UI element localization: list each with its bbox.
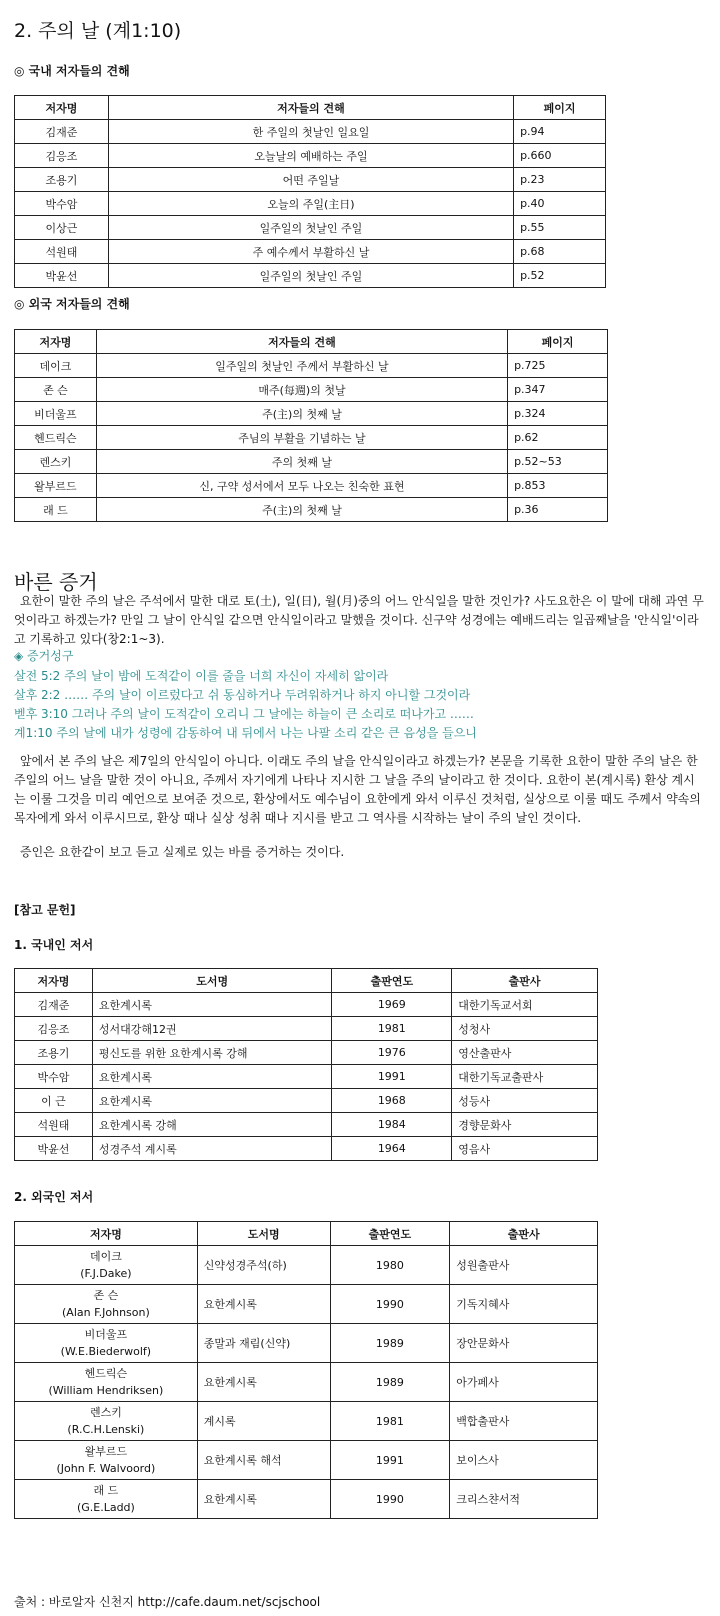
author-korean-name: 래 드 — [93, 1484, 119, 1497]
references-title: [참고 문헌] — [14, 903, 76, 917]
page-cell: p.36 — [508, 498, 608, 522]
header-page: 페이지 — [508, 330, 608, 354]
author-cell: 박수암 — [15, 1065, 93, 1089]
domestic-views-title: ◎ 국내 저자들의 견해 — [14, 64, 130, 78]
table-row — [15, 498, 608, 522]
table-header-row — [15, 1222, 598, 1246]
publisher-cell: 기독지혜사 — [450, 1285, 598, 1324]
author-korean-name: 왈부르드 — [84, 1445, 128, 1458]
author-cell: 김응조 — [15, 144, 109, 168]
publisher-cell: 성등사 — [452, 1089, 598, 1113]
header-page: 페이지 — [514, 96, 606, 120]
publisher-cell: 대한기독교서회 — [452, 993, 598, 1017]
book-cell: 요한계시록 — [197, 1480, 330, 1519]
author-cell — [15, 1363, 198, 1402]
author-korean-name: 렌스키 — [89, 1406, 122, 1419]
page-cell: p.55 — [514, 216, 606, 240]
table-row — [15, 426, 608, 450]
year-cell: 1991 — [332, 1065, 452, 1089]
author-cell: 존 슨 — [15, 378, 97, 402]
table-row — [15, 1363, 598, 1402]
book-cell: 요한계시록 — [92, 993, 332, 1017]
verse-item: 살전 5:2 주의 날이 밤에 도적같이 이를 줄을 너희 자신이 자세히 앎이라 — [14, 669, 389, 683]
author-english-name: (F.J.Dake) — [80, 1267, 132, 1280]
view-cell: 어떤 주일날 — [108, 168, 513, 192]
view-cell: 오늘날의 예배하는 주일 — [108, 144, 513, 168]
author-cell: 데이크 — [15, 354, 97, 378]
publisher-cell: 영음사 — [452, 1137, 598, 1161]
author-korean-name: 데이크 — [89, 1250, 122, 1263]
author-cell — [15, 1441, 198, 1480]
verse-item: 계1:10 주의 날에 내가 성령에 감동하여 내 뒤에서 나는 나팔 소리 같은 큰 음성을 들으니 — [14, 726, 477, 740]
author-english-name: (Alan F.Johnson) — [62, 1306, 150, 1319]
table-row — [15, 450, 608, 474]
page-cell: p.347 — [508, 378, 608, 402]
author-cell: 이 근 — [15, 1089, 93, 1113]
header-author: 저자명 — [15, 969, 93, 993]
table-row — [15, 1089, 598, 1113]
page-cell: p.853 — [508, 474, 608, 498]
publisher-cell: 성청사 — [452, 1017, 598, 1041]
year-cell: 1981 — [330, 1402, 450, 1441]
verse-item: 살후 2:2 …… 주의 날이 이르렀다고 쉬 동심하거나 두려워하거나 하지 아니할 그것이라 — [14, 688, 471, 702]
publisher-cell: 영산출판사 — [452, 1041, 598, 1065]
page-cell: p.725 — [508, 354, 608, 378]
table-row — [15, 1041, 598, 1065]
source-footer: 출처 : 바로알자 신천지 http://cafe.daum.net/scjschool — [14, 1595, 321, 1609]
author-cell — [15, 1246, 198, 1285]
author-cell: 비더울프 — [15, 402, 97, 426]
table-row — [15, 993, 598, 1017]
year-cell: 1980 — [330, 1246, 450, 1285]
year-cell: 1991 — [330, 1441, 450, 1480]
page-cell: p.68 — [514, 240, 606, 264]
book-cell: 종말과 재림(신약) — [197, 1324, 330, 1363]
header-author: 저자명 — [15, 96, 109, 120]
book-cell: 요한계시록 — [197, 1285, 330, 1324]
year-cell: 1981 — [332, 1017, 452, 1041]
book-cell: 계시록 — [197, 1402, 330, 1441]
header-view: 저자들의 견해 — [96, 330, 507, 354]
publisher-cell: 대한기독교출판사 — [452, 1065, 598, 1089]
view-cell: 일주일의 첫날인 주일 — [108, 216, 513, 240]
author-cell: 이상근 — [15, 216, 109, 240]
table-row — [15, 1402, 598, 1441]
author-cell: 김재준 — [15, 993, 93, 1017]
year-cell: 1990 — [330, 1480, 450, 1519]
author-cell — [15, 1324, 198, 1363]
year-cell: 1984 — [332, 1113, 452, 1137]
page-cell: p.324 — [508, 402, 608, 426]
table-row — [15, 402, 608, 426]
author-cell — [15, 1285, 198, 1324]
view-cell: 매주(每週)의 첫날 — [96, 378, 507, 402]
author-cell: 김응조 — [15, 1017, 93, 1041]
table-row — [15, 216, 606, 240]
domestic-views-table — [14, 95, 606, 288]
view-cell: 한 주일의 첫날인 일요일 — [108, 120, 513, 144]
author-english-name: (William Hendriksen) — [48, 1384, 164, 1397]
author-english-name: (R.C.H.Lenski) — [67, 1423, 145, 1436]
page-cell: p.660 — [514, 144, 606, 168]
book-cell: 요한계시록 — [92, 1089, 332, 1113]
author-cell: 박윤선 — [15, 264, 109, 288]
table-header-row — [15, 330, 608, 354]
author-cell: 박수암 — [15, 192, 109, 216]
publisher-cell: 아가페사 — [450, 1363, 598, 1402]
view-cell: 주의 첫째 날 — [96, 450, 507, 474]
page-cell: p.40 — [514, 192, 606, 216]
book-cell: 신약성경주석(하) — [197, 1246, 330, 1285]
foreign-books-title: 2. 외국인 저서 — [14, 1190, 94, 1204]
author-cell — [15, 1402, 198, 1441]
verses-title: ◈ 증거성구 — [14, 649, 74, 663]
author-cell: 박윤선 — [15, 1137, 93, 1161]
table-row — [15, 378, 608, 402]
author-korean-name: 비더울프 — [84, 1328, 128, 1341]
table-row — [15, 120, 606, 144]
publisher-cell: 백합출판사 — [450, 1402, 598, 1441]
year-cell: 1989 — [330, 1324, 450, 1363]
header-author: 저자명 — [15, 330, 97, 354]
author-cell: 래 드 — [15, 498, 97, 522]
table-row — [15, 1065, 598, 1089]
table-row — [15, 1441, 598, 1480]
page-cell: p.23 — [514, 168, 606, 192]
view-cell: 주 예수께서 부활하신 날 — [108, 240, 513, 264]
book-cell: 요한계시록 강해 — [92, 1113, 332, 1137]
author-cell — [15, 1480, 198, 1519]
publisher-cell: 성원출판사 — [450, 1246, 598, 1285]
header-publisher: 출판사 — [452, 969, 598, 993]
author-cell: 조용기 — [15, 1041, 93, 1065]
table-row — [15, 474, 608, 498]
view-cell: 주(主)의 첫째 날 — [96, 402, 507, 426]
author-korean-name: 존 슨 — [93, 1289, 119, 1302]
publisher-cell: 크리스챤서적 — [450, 1480, 598, 1519]
year-cell: 1989 — [330, 1363, 450, 1402]
evidence-title: 바른 증거 — [14, 570, 98, 594]
view-cell: 주님의 부활을 기념하는 날 — [96, 426, 507, 450]
author-cell: 석원태 — [15, 1113, 93, 1137]
view-cell: 신, 구약 성서에서 모두 나오는 친숙한 표현 — [96, 474, 507, 498]
table-row — [15, 1324, 598, 1363]
table-row — [15, 1017, 598, 1041]
author-korean-name: 헨드릭슨 — [84, 1367, 128, 1380]
author-cell: 조용기 — [15, 168, 109, 192]
foreign-views-title: ◎ 외국 저자들의 견해 — [14, 297, 130, 311]
view-cell: 일주일의 첫날인 주일 — [108, 264, 513, 288]
evidence-intro: 요한이 말한 주의 날은 주석에서 말한 대로 토(土), 일(日), 월(月)중의 어느 안식일을 말한 것인가? 사도요한은 이 말에 대해 과연 무엇이라고 하겠는가? 만일 그 날이 안식일 같으면 안식일이라고 말했을 것이다. 신구약 성경에는 예배드리는 일곱째날을 '안식일'이라고 기록하고 있다(창2:1~3). — [14, 594, 704, 646]
table-row — [15, 354, 608, 378]
foreign-views-table — [14, 329, 608, 522]
author-cell: 왈부르드 — [15, 474, 97, 498]
page-cell: p.52 — [514, 264, 606, 288]
publisher-cell: 장안문화사 — [450, 1324, 598, 1363]
year-cell: 1990 — [330, 1285, 450, 1324]
view-cell: 주(主)의 첫째 날 — [96, 498, 507, 522]
year-cell: 1968 — [332, 1089, 452, 1113]
table-header-row — [15, 96, 606, 120]
domestic-books-title: 1. 국내인 저서 — [14, 938, 94, 952]
view-cell: 일주일의 첫날인 주께서 부활하신 날 — [96, 354, 507, 378]
author-cell: 렌스키 — [15, 450, 97, 474]
book-cell: 요한계시록 — [92, 1065, 332, 1089]
header-author: 저자명 — [15, 1222, 198, 1246]
book-cell: 성경주석 계시록 — [92, 1137, 332, 1161]
year-cell: 1976 — [332, 1041, 452, 1065]
author-cell: 헨드릭슨 — [15, 426, 97, 450]
foreign-books-table — [14, 1221, 598, 1519]
book-cell: 성서대강해12권 — [92, 1017, 332, 1041]
page-cell: p.62 — [508, 426, 608, 450]
verse-list — [14, 667, 704, 743]
table-row — [15, 264, 606, 288]
header-year: 출판연도 — [330, 1222, 450, 1246]
table-row — [15, 144, 606, 168]
publisher-cell: 경향문화사 — [452, 1113, 598, 1137]
page-cell: p.52~53 — [508, 450, 608, 474]
header-view: 저자들의 견해 — [108, 96, 513, 120]
table-row — [15, 1246, 598, 1285]
verse-item: 벧후 3:10 그러나 주의 날이 도적같이 오리니 그 날에는 하늘이 큰 소리로 떠나가고 …… — [14, 707, 474, 721]
header-publisher: 출판사 — [450, 1222, 598, 1246]
book-cell: 요한계시록 해석 — [197, 1441, 330, 1480]
view-cell: 오늘의 주일(主日) — [108, 192, 513, 216]
header-book: 도서명 — [197, 1222, 330, 1246]
evidence-conclusion: 증인은 요한같이 보고 듣고 실제로 있는 바를 증거하는 것이다. — [20, 845, 345, 859]
author-cell: 김재준 — [15, 120, 109, 144]
book-cell: 평신도를 위한 요한계시록 강해 — [92, 1041, 332, 1065]
table-header-row — [15, 969, 598, 993]
author-english-name: (G.E.Ladd) — [76, 1501, 135, 1514]
year-cell: 1964 — [332, 1137, 452, 1161]
author-english-name: (W.E.Biederwolf) — [60, 1345, 152, 1358]
page-cell: p.94 — [514, 120, 606, 144]
table-row — [15, 240, 606, 264]
table-row — [15, 1113, 598, 1137]
page-title: 2. 주의 날 (계1:10) — [14, 20, 182, 42]
evidence-body: 앞에서 본 주의 날은 제7일의 안식일이 아니다. 이래도 주의 날을 안식일이라고 하겠는가? 본문을 기록한 요한이 말한 주의 날은 한 주일의 어느 날을 말한 것이 아니요, 주께서 자기에게 나타나 지시한 그 날을 주의 날이라고 한 것이다. 요한이 본(계시록) 환상 계시는 이룰 그것을 미리 예언으로 보여준 것으로, 환상에서도 예수님이 요한에게 와서 이루신 것처럼, 실상으로 이룰 때도 주께서 약속의 목자에게 와서 이루시므로, 환상 때나 실상 성취 때나 지시를 받고 그 역사를 시작하는 날이 주의 날인 것이다. — [14, 754, 701, 825]
table-row — [15, 168, 606, 192]
table-row — [15, 192, 606, 216]
domestic-books-table — [14, 968, 598, 1161]
table-row — [15, 1137, 598, 1161]
year-cell: 1969 — [332, 993, 452, 1017]
publisher-cell: 보이스사 — [450, 1441, 598, 1480]
header-year: 출판연도 — [332, 969, 452, 993]
table-row — [15, 1480, 598, 1519]
table-row — [15, 1285, 598, 1324]
book-cell: 요한계시록 — [197, 1363, 330, 1402]
header-book: 도서명 — [92, 969, 332, 993]
author-english-name: (John F. Walvoord) — [56, 1462, 156, 1475]
author-cell: 석원태 — [15, 240, 109, 264]
